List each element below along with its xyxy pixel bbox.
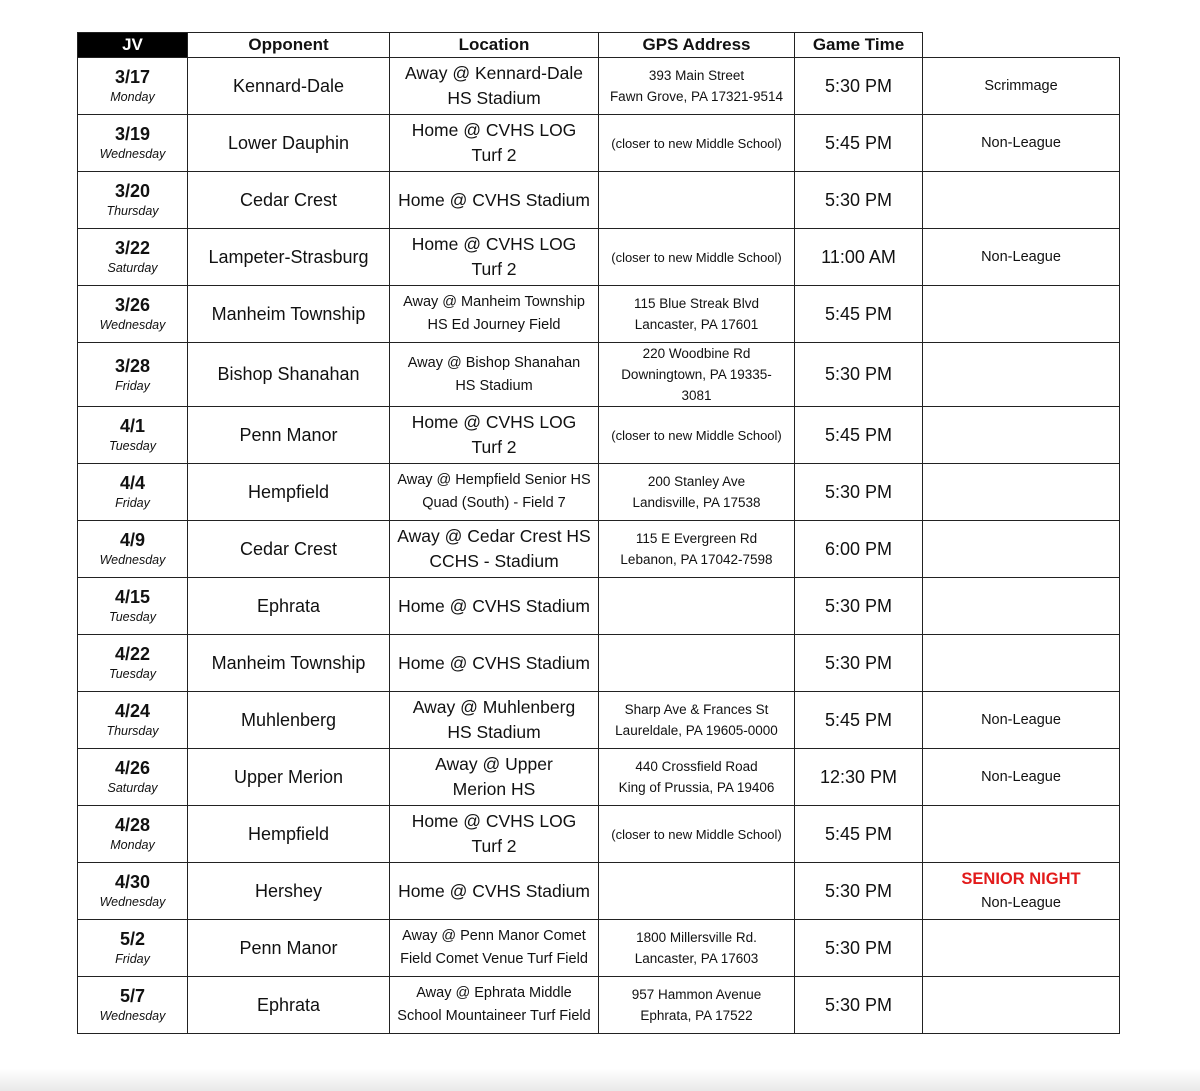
notes-cell (923, 977, 1120, 1034)
opponent-cell: Lower Dauphin (188, 115, 390, 172)
gps-address-line: (closer to new Middle School) (611, 826, 782, 842)
header-row (78, 33, 1120, 58)
game-date: 3/22 (114, 238, 151, 258)
game-time: 5:30 PM (795, 977, 923, 1034)
location-line: Field Comet Venue Turf Field (400, 951, 588, 967)
game-weekday: Wednesday (99, 553, 166, 567)
senior-night-label: SENIOR NIGHT (961, 870, 1081, 888)
gps-address-cell (599, 635, 795, 692)
game-weekday: Tuesday (108, 667, 156, 681)
gps-address-cell (599, 172, 795, 229)
notes-cell (923, 407, 1120, 464)
location-line: Turf 2 (471, 145, 517, 165)
game-weekday: Wednesday (99, 895, 166, 909)
game-weekday: Wednesday (99, 318, 166, 332)
location-cell (390, 692, 599, 749)
gps-address-cell (599, 749, 795, 806)
game-date-cell (78, 749, 188, 806)
location-cell (390, 521, 599, 578)
game-date-cell (78, 464, 188, 521)
game-time: 5:30 PM (795, 920, 923, 977)
game-note: Non-League (981, 249, 1061, 265)
gps-address-line: Sharp Ave & Frances St (624, 702, 769, 717)
gps-address-cell (599, 115, 795, 172)
location-cell (390, 172, 599, 229)
game-weekday: Wednesday (99, 1009, 166, 1023)
game-weekday: Wednesday (99, 147, 166, 161)
location-line: Turf 2 (471, 259, 517, 279)
notes-cell (923, 58, 1120, 115)
gps-address-line: Lancaster, PA 17603 (634, 951, 759, 966)
game-time: 5:30 PM (795, 172, 923, 229)
game-time: 5:30 PM (795, 635, 923, 692)
opponent-cell: Manheim Township (188, 286, 390, 343)
location-line: Away @ Cedar Crest HS (397, 526, 591, 546)
location-cell (390, 115, 599, 172)
location-line: Home @ CVHS Stadium (398, 595, 590, 616)
gps-address-line: (closer to new Middle School) (611, 249, 782, 265)
game-time: 5:45 PM (795, 286, 923, 343)
notes-cell (923, 286, 1120, 343)
table-row (78, 521, 1120, 578)
location-line: Home @ CVHS LOG (411, 120, 577, 140)
opponent-cell: Kennard-Dale (188, 58, 390, 115)
game-date-cell (78, 407, 188, 464)
game-note: Non-League (981, 769, 1061, 785)
location-line: CCHS - Stadium (429, 551, 559, 571)
game-date-cell (78, 172, 188, 229)
location-line: Home @ CVHS Stadium (398, 880, 590, 901)
game-time: 5:30 PM (795, 343, 923, 407)
gps-address-line: 957 Hammon Avenue (631, 987, 762, 1002)
location-line: Home @ CVHS LOG (411, 412, 577, 432)
location-line: Turf 2 (471, 437, 517, 457)
gps-address-line: Lancaster, PA 17601 (634, 317, 759, 332)
game-weekday: Friday (115, 496, 150, 510)
location-line: HS Ed Journey Field (427, 317, 561, 333)
location-line: Away @ Penn Manor Comet (402, 928, 586, 944)
game-date: 4/15 (114, 587, 151, 607)
game-date: 5/7 (119, 986, 146, 1006)
game-weekday: Saturday (107, 261, 158, 275)
game-note: Scrimmage (984, 78, 1058, 94)
table-row (78, 920, 1120, 977)
table-row (78, 343, 1120, 407)
location-line: Away @ Upper (435, 754, 553, 774)
gps-address-cell (599, 343, 795, 407)
game-date-cell (78, 286, 188, 343)
location-line: Away @ Manheim Township (403, 294, 585, 310)
table-row (78, 464, 1120, 521)
game-time: 6:00 PM (795, 521, 923, 578)
game-date: 4/1 (119, 416, 146, 436)
location-line: Away @ Ephrata Middle (416, 985, 572, 1001)
notes-cell (923, 343, 1120, 407)
opponent-cell: Upper Merion (188, 749, 390, 806)
game-time: 11:00 AM (795, 229, 923, 286)
gps-address-line: 1800 Millersville Rd. (636, 930, 757, 945)
notes-cell (923, 521, 1120, 578)
gps-address-cell (599, 464, 795, 521)
location-cell (390, 343, 599, 407)
jv-schedule-table (77, 32, 1120, 1034)
game-weekday: Monday (110, 838, 155, 852)
header-team: JV (78, 33, 188, 58)
location-line: School Mountaineer Turf Field (397, 1008, 591, 1024)
game-date-cell (78, 343, 188, 407)
game-time: 5:45 PM (795, 692, 923, 749)
table-row (78, 286, 1120, 343)
gps-address-line: Landisville, PA 17538 (632, 495, 761, 510)
game-date-cell (78, 863, 188, 920)
gps-address-cell (599, 977, 795, 1034)
table-row (78, 692, 1120, 749)
game-date: 3/28 (114, 355, 151, 376)
game-weekday: Friday (115, 952, 150, 966)
gps-address-line: Downingtown, PA 19335- (621, 367, 772, 382)
notes-cell (923, 635, 1120, 692)
game-date-cell (78, 58, 188, 115)
game-note: Non-League (981, 135, 1061, 151)
location-cell (390, 464, 599, 521)
opponent-cell: Cedar Crest (188, 521, 390, 578)
game-weekday: Saturday (107, 781, 158, 795)
game-time: 5:30 PM (795, 578, 923, 635)
header-gps-address: GPS Address (599, 33, 795, 58)
location-cell (390, 407, 599, 464)
gps-address-line: 440 Crossfield Road (635, 759, 758, 774)
gps-address-line: 3081 (681, 388, 712, 403)
gps-address-cell (599, 692, 795, 749)
gps-address-line: 115 Blue Streak Blvd (633, 296, 760, 311)
opponent-cell: Hempfield (188, 806, 390, 863)
location-cell (390, 806, 599, 863)
opponent-cell: Cedar Crest (188, 172, 390, 229)
game-date-cell (78, 920, 188, 977)
table-row (78, 229, 1120, 286)
game-date: 4/30 (114, 872, 151, 892)
schedule-body (78, 58, 1120, 1034)
location-line: HS Stadium (447, 88, 541, 108)
location-cell (390, 635, 599, 692)
gps-address-cell (599, 920, 795, 977)
notes-cell (923, 920, 1120, 977)
location-line: Quad (South) - Field 7 (422, 495, 566, 511)
table-row (78, 172, 1120, 229)
gps-address-line: 115 E Evergreen Rd (635, 531, 758, 546)
game-date-cell (78, 977, 188, 1034)
location-cell (390, 286, 599, 343)
gps-address-cell (599, 578, 795, 635)
game-time: 5:45 PM (795, 806, 923, 863)
location-cell (390, 920, 599, 977)
game-date: 4/22 (114, 644, 151, 664)
location-cell (390, 229, 599, 286)
notes-cell (923, 806, 1120, 863)
gps-address-line: 220 Woodbine Rd (642, 346, 751, 361)
opponent-cell: Ephrata (188, 578, 390, 635)
notes-cell (923, 863, 1120, 920)
game-weekday: Tuesday (108, 439, 156, 453)
table-row (78, 635, 1120, 692)
table-row (78, 749, 1120, 806)
notes-cell (923, 115, 1120, 172)
notes-cell (923, 464, 1120, 521)
game-weekday: Friday (115, 378, 150, 393)
game-date: 4/24 (114, 701, 151, 721)
game-date: 3/26 (114, 295, 151, 315)
game-date: 4/28 (114, 815, 151, 835)
gps-address-cell (599, 286, 795, 343)
gps-address-line: Laureldale, PA 19605-0000 (615, 723, 778, 738)
header-opponent: Opponent (188, 33, 390, 58)
location-line: Merion HS (452, 779, 536, 799)
location-line: Home @ CVHS LOG (411, 811, 577, 831)
location-line: Away @ Hempfield Senior HS (397, 472, 591, 488)
game-date: 5/2 (119, 929, 146, 949)
opponent-cell: Ephrata (188, 977, 390, 1034)
game-weekday: Tuesday (108, 610, 156, 624)
location-line: Home @ CVHS Stadium (398, 652, 590, 673)
game-date-cell (78, 115, 188, 172)
opponent-cell: Hershey (188, 863, 390, 920)
game-date-cell (78, 806, 188, 863)
gps-address-line: Lebanon, PA 17042-7598 (620, 552, 773, 567)
table-row (78, 58, 1120, 115)
table-row (78, 806, 1120, 863)
opponent-cell: Manheim Township (188, 635, 390, 692)
opponent-cell: Bishop Shanahan (188, 343, 390, 407)
gps-address-cell (599, 863, 795, 920)
header-notes (923, 33, 1120, 58)
notes-cell (923, 172, 1120, 229)
location-line: Turf 2 (471, 836, 517, 856)
game-time: 5:45 PM (795, 115, 923, 172)
game-weekday: Thursday (106, 724, 159, 738)
game-weekday: Monday (110, 90, 155, 104)
location-line: Home @ CVHS LOG (411, 234, 577, 254)
game-date: 4/26 (114, 758, 151, 778)
gps-address-line: 393 Main Street (648, 68, 745, 83)
table-row (78, 407, 1120, 464)
gps-address-line: Ephrata, PA 17522 (640, 1008, 753, 1023)
game-date-cell (78, 635, 188, 692)
location-cell (390, 749, 599, 806)
table-row (78, 115, 1120, 172)
notes-cell (923, 578, 1120, 635)
game-time: 5:30 PM (795, 464, 923, 521)
location-line: Away @ Bishop Shanahan (407, 354, 581, 371)
table-row (78, 578, 1120, 635)
gps-address-line: 200 Stanley Ave (647, 474, 746, 489)
game-date: 3/20 (114, 181, 151, 201)
opponent-cell: Muhlenberg (188, 692, 390, 749)
opponent-cell: Penn Manor (188, 920, 390, 977)
game-time: 12:30 PM (795, 749, 923, 806)
gps-address-line: King of Prussia, PA 19406 (618, 780, 775, 795)
location-cell (390, 863, 599, 920)
table-row (78, 977, 1120, 1034)
location-cell (390, 578, 599, 635)
gps-address-line: (closer to new Middle School) (611, 427, 782, 443)
header-game-time: Game Time (795, 33, 923, 58)
location-line: Away @ Kennard-Dale (405, 63, 583, 83)
gps-address-cell (599, 58, 795, 115)
gps-address-cell (599, 229, 795, 286)
notes-cell (923, 692, 1120, 749)
gps-address-line: Fawn Grove, PA 17321-9514 (609, 89, 784, 104)
game-date-cell (78, 521, 188, 578)
location-line: HS Stadium (447, 722, 541, 742)
game-note: Non-League (981, 895, 1061, 911)
gps-address-cell (599, 407, 795, 464)
gps-address-line: (closer to new Middle School) (611, 135, 782, 151)
notes-cell (923, 749, 1120, 806)
game-date: 4/4 (119, 473, 146, 493)
game-note: Non-League (981, 712, 1061, 728)
page-bottom-edge (0, 1069, 1200, 1091)
gps-address-cell (599, 521, 795, 578)
gps-address-cell (599, 806, 795, 863)
location-line: Away @ Muhlenberg (412, 697, 576, 717)
game-time: 5:30 PM (795, 863, 923, 920)
game-weekday: Thursday (106, 204, 159, 218)
game-date: 3/19 (114, 124, 151, 144)
table-row (78, 863, 1120, 920)
location-cell (390, 977, 599, 1034)
notes-cell (923, 229, 1120, 286)
game-date: 4/9 (119, 530, 146, 550)
location-line: HS Stadium (455, 377, 533, 394)
game-date-cell (78, 578, 188, 635)
game-time: 5:30 PM (795, 58, 923, 115)
game-date-cell (78, 692, 188, 749)
location-cell (390, 58, 599, 115)
location-line: Home @ CVHS Stadium (398, 189, 590, 210)
game-date-cell (78, 229, 188, 286)
game-date: 3/17 (114, 67, 151, 87)
header-location: Location (390, 33, 599, 58)
opponent-cell: Hempfield (188, 464, 390, 521)
opponent-cell: Penn Manor (188, 407, 390, 464)
opponent-cell: Lampeter-Strasburg (188, 229, 390, 286)
game-time: 5:45 PM (795, 407, 923, 464)
